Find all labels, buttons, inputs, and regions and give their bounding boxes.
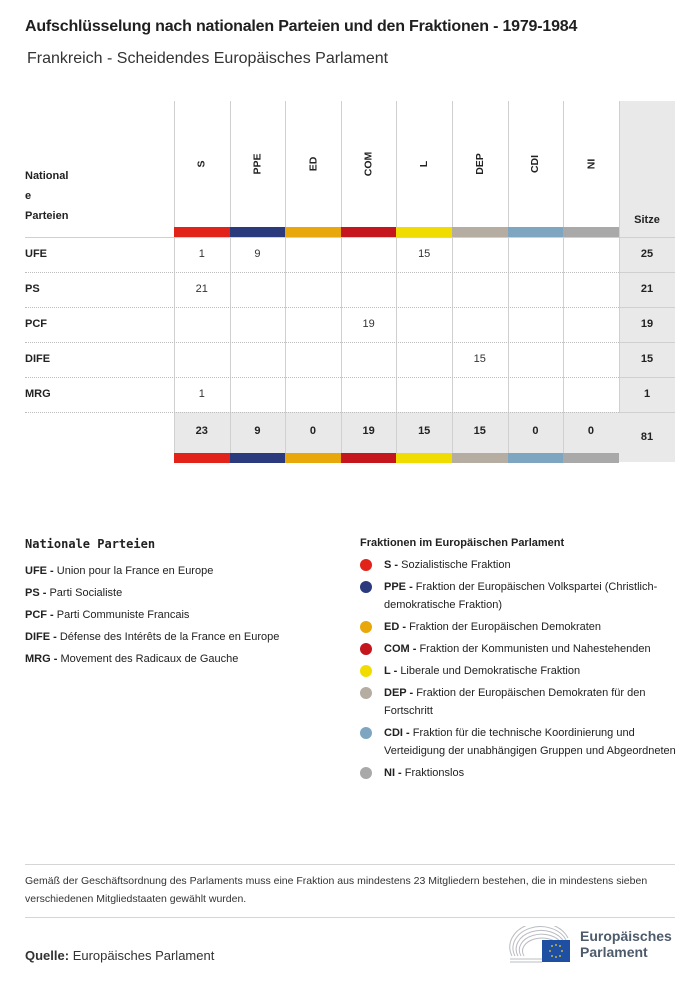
logo-text <box>580 928 672 960</box>
logo-line: Parlament <box>580 944 648 960</box>
row-party-label: DIFE <box>25 353 51 365</box>
legend-group-item: CDI - Fraktion für die technische Koordinierung und Verteidigung der unabhängigen Gruppen und Abgeordneten <box>360 724 680 760</box>
group-color-bar <box>230 453 286 463</box>
row-party-label: PCF <box>25 318 47 330</box>
color-dot-icon <box>360 621 372 633</box>
row-total: 19 <box>640 318 654 330</box>
legend-national-item: PCF - Parti Communiste Francais <box>25 609 190 621</box>
legend-code: UFE <box>25 565 47 577</box>
parliament-hemicycle-icon <box>508 926 574 966</box>
legend-code: MRG <box>25 653 51 665</box>
legend-name: Sozialistische Fraktion <box>401 559 511 571</box>
column-header-label: ED <box>306 156 319 171</box>
column-header-dep <box>452 101 508 226</box>
row-divider <box>619 377 675 378</box>
legend-code: NI <box>384 767 395 779</box>
group-color-bar <box>341 453 397 463</box>
legend-name: Fraktion der Europäischen Demokraten für den Fortschritt <box>384 687 646 717</box>
group-color-bar <box>508 227 564 237</box>
total-header: Sitze <box>634 214 660 226</box>
column-header-label: S <box>195 159 208 168</box>
row-divider <box>25 412 619 413</box>
color-dot-icon <box>360 727 372 739</box>
page-subtitle: Frankreich - Scheidendes Europäisches Parlament <box>27 50 389 67</box>
column-header-cdi <box>508 101 564 226</box>
row-total: 21 <box>640 283 654 295</box>
legend-name: Movement des Radicaux de Gauche <box>60 653 239 665</box>
table-cell: 21 <box>195 283 208 295</box>
total-column-bg <box>619 101 675 462</box>
row-divider <box>25 307 619 308</box>
column-header-label: NI <box>584 158 597 169</box>
column-total: 15 <box>418 425 431 437</box>
group-color-bar <box>174 453 230 463</box>
legend-national-item: DIFE - Défense des Intérêts de la France en Europe <box>25 631 280 643</box>
source-value: Europäisches Parlament <box>69 948 215 963</box>
column-total: 15 <box>473 425 486 437</box>
column-header-label: PPE <box>251 152 264 175</box>
column-total: 0 <box>587 425 595 437</box>
group-color-bar <box>285 227 341 237</box>
group-color-bar <box>341 227 397 237</box>
legend-group-item: NI - Fraktionslos <box>360 764 680 782</box>
group-color-bar <box>563 227 619 237</box>
column-total: 0 <box>309 425 317 437</box>
group-color-bar <box>396 227 452 237</box>
color-dot-icon <box>360 687 372 699</box>
divider <box>25 864 675 865</box>
color-dot-icon <box>360 767 372 779</box>
divider <box>25 917 675 918</box>
legend-name: Parti Communiste Francais <box>56 609 190 621</box>
legend-code: DEP <box>384 687 407 699</box>
legend-national-title: Nationale Parteien <box>25 537 156 551</box>
table-cell: 15 <box>418 248 431 260</box>
footnote: Gemäß der Geschäftsordnung des Parlaments muss eine Fraktion aus mindestens 23 Mitgliedern bestehen, die in mindestens sieben verschiedenen Mitgliedstaaten gewählt wurden. <box>25 875 648 905</box>
legend-name: Fraktion für die technische Koordinierung und Verteidigung der unabhängigen Gruppen und Abgeordneten <box>384 727 676 757</box>
column-total: 9 <box>254 425 261 437</box>
legend-national-item: PS - Parti Socialiste <box>25 587 123 599</box>
legend-groups-title: Fraktionen im Europäischen Parlament <box>360 537 565 549</box>
logo-line: Europäisches <box>580 928 672 944</box>
legend-name: Fraktion der Kommunisten und Nahestehenden <box>419 643 651 655</box>
source-label: Quelle: <box>25 948 70 963</box>
legend-group-item: DEP - Fraktion der Europäischen Demokraten für den Fortschritt <box>360 684 680 720</box>
legend-name: Liberale und Demokratische Fraktion <box>400 665 581 677</box>
row-divider <box>619 272 675 273</box>
table-cell: 1 <box>198 248 205 260</box>
table-cell: 15 <box>473 353 486 365</box>
legend-code: PCF <box>25 609 47 621</box>
grand-total: 81 <box>640 431 654 443</box>
page-title: Aufschlüsselung nach nationalen Parteien und den Fraktionen - 1979-1984 <box>25 18 578 35</box>
legend-code: PPE <box>384 581 407 593</box>
column-header-com <box>341 101 397 226</box>
group-color-bar <box>563 453 619 463</box>
column-header-ed <box>285 101 341 226</box>
column-header-label: L <box>418 160 431 167</box>
row-header-line: National <box>25 170 69 182</box>
color-dot-icon <box>360 559 372 571</box>
column-total: 23 <box>195 425 208 437</box>
source-line <box>25 948 214 963</box>
legend-name: Union pour la France en Europe <box>56 565 214 577</box>
row-divider <box>25 342 619 343</box>
legend-code: S <box>384 559 392 571</box>
legend-name: Défense des Intérêts de la France en Europe <box>59 631 280 643</box>
legend-national-parties <box>25 537 279 670</box>
column-header-ppe <box>230 101 286 226</box>
legend-political-groups <box>360 537 680 786</box>
legend-name: Fraktion der Europäischen Demokraten <box>409 621 602 633</box>
row-total: 25 <box>640 248 654 260</box>
header-divider <box>25 237 675 238</box>
column-header-label: COM <box>362 151 375 176</box>
group-color-bar <box>508 453 564 463</box>
group-color-bar <box>174 227 230 237</box>
breakdown-table <box>25 101 675 463</box>
legend-group-item: PPE - Fraktion der Europäischen Volkspartei (Christlich-demokratische Fraktion) <box>360 578 680 614</box>
table-cell: 9 <box>254 248 261 260</box>
legend-name: Fraktionslos <box>404 767 465 779</box>
column-header-label: CDI <box>529 154 542 173</box>
legend-national-item: MRG - Movement des Radicaux de Gauche <box>25 653 239 665</box>
color-dot-icon <box>360 665 372 677</box>
legend-group-item: S - Sozialistische Fraktion <box>360 556 680 574</box>
legend-national-item: UFE - Union pour la France en Europe <box>25 565 214 577</box>
ep-logo <box>508 926 678 966</box>
group-color-bar <box>230 227 286 237</box>
row-divider <box>25 272 619 273</box>
color-dot-icon <box>360 581 372 593</box>
legend-code: L <box>384 665 391 677</box>
column-total: 19 <box>362 425 375 437</box>
row-header-line: e <box>25 190 32 202</box>
column-header-s <box>174 101 230 226</box>
row-total: 15 <box>640 353 654 365</box>
row-divider <box>25 377 619 378</box>
group-color-bar <box>285 453 341 463</box>
color-dot-icon <box>360 643 372 655</box>
row-divider <box>619 412 675 413</box>
row-party-label: PS <box>25 283 40 295</box>
table-cell: 1 <box>198 388 205 400</box>
column-total: 0 <box>532 425 539 437</box>
row-party-label: UFE <box>25 248 47 260</box>
legend-code: ED <box>384 621 400 633</box>
row-header-label <box>25 166 68 226</box>
legend-code: COM <box>384 643 410 655</box>
legend-group-item: L - Liberale und Demokratische Fraktion <box>360 662 680 680</box>
legend-code: DIFE <box>25 631 51 643</box>
group-color-bar <box>452 227 508 237</box>
column-header-l <box>396 101 452 226</box>
row-divider <box>619 307 675 308</box>
legend-code: CDI <box>384 727 403 739</box>
row-party-label: MRG <box>25 388 51 400</box>
row-header-line: Parteien <box>25 210 69 222</box>
legend-code: PS <box>25 587 40 599</box>
group-color-bar <box>396 453 452 463</box>
legend-group-item: COM - Fraktion der Kommunisten und Nahestehenden <box>360 640 680 658</box>
row-total: 1 <box>643 388 651 400</box>
legend-group-item: ED - Fraktion der Europäischen Demokraten <box>360 618 680 636</box>
column-header-label: DEP <box>473 152 486 175</box>
column-header-ni <box>563 101 619 226</box>
group-color-bar <box>452 453 508 463</box>
legend-name: Parti Socialiste <box>49 587 123 599</box>
table-cell: 19 <box>362 318 375 330</box>
legend-name: Fraktion der Europäischen Volkspartei (Christlich-demokratische Fraktion) <box>384 581 658 611</box>
row-divider <box>619 342 675 343</box>
